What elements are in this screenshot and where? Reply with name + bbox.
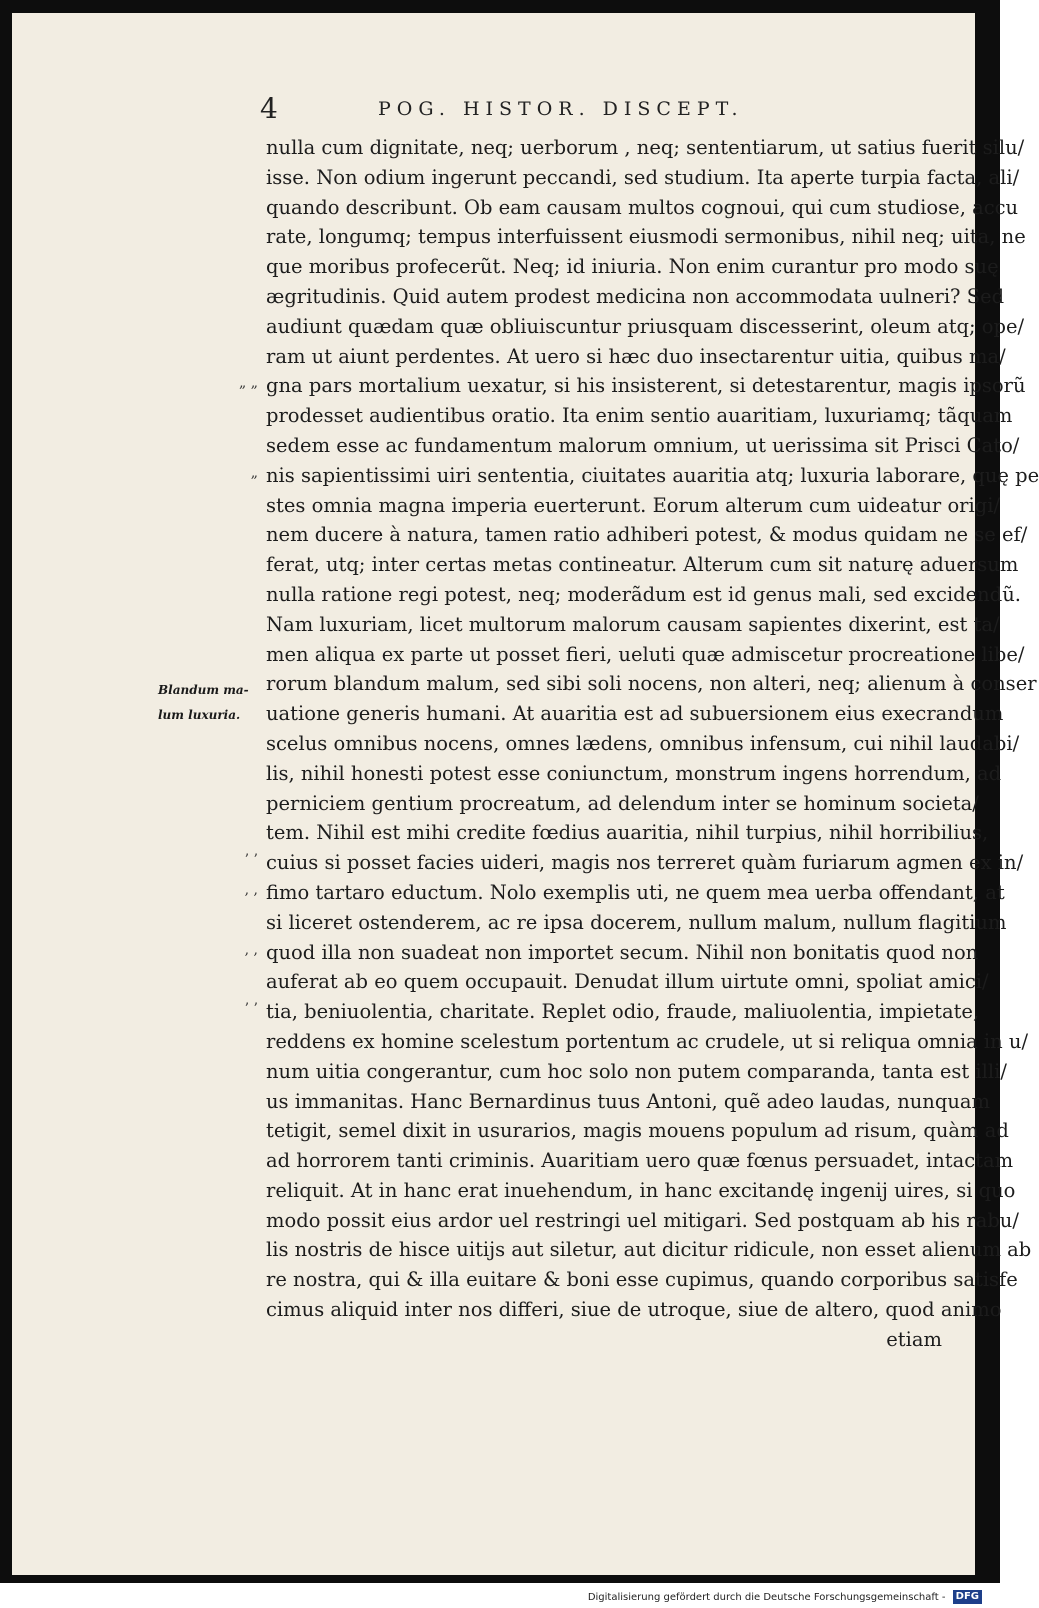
page-header xyxy=(260,90,880,124)
text-line: tia, beniuolentia, charitate. Replet odio, fraude, maliuolentia, impietate, xyxy=(266,1000,980,1024)
text-line: perniciem gentium procreatum, ad delendum inter se hominum societa/ xyxy=(266,791,979,815)
text-line: lis, nihil honesti potest esse coniunctum, monstrum ingens horrendum, ad xyxy=(266,761,1002,785)
text-line: modo possit eius ardor uel restringi uel mitigari. Sed postquam ab his rabu/ xyxy=(266,1208,1019,1232)
text-line: isse. Non odium ingerunt peccandi, sed studium. Ita aperte turpia facta, ali/ xyxy=(266,165,1020,189)
text-line: reliquit. At in hanc erat inuehendum, in hanc excitandę ingenij uires, si quo xyxy=(266,1178,1016,1202)
marginal-note xyxy=(158,678,260,728)
text-line: fimo tartaro eductum. Nolo exemplis uti, ne quem mea uerba offendant, at xyxy=(266,880,1005,904)
marginal-note-line: lum luxuria. xyxy=(158,708,241,722)
text-line: reddens ex homine scelestum portentum ac crudele, ut si reliqua omnia in u/ xyxy=(266,1029,1029,1053)
text-line: stes omnia magna imperia euerterunt. Eorum alterum cum uideatur origi/ xyxy=(266,493,1001,517)
text-line: ad horrorem tanti criminis. Auaritiam uero quæ fœnus persuadet, intactam xyxy=(266,1149,1014,1173)
quote-mark: , , xyxy=(244,882,258,898)
digitization-credit xyxy=(588,1590,982,1604)
text-line: cimus aliquid inter nos differi, siue de utroque, siue de altero, quod animo xyxy=(266,1298,1002,1322)
text-line: rate, longumq; tempus interfuissent eiusmodi sermonibus, nihil neq; uita, ne xyxy=(266,225,1026,249)
text-line: men aliqua ex parte ut posset fieri, ueluti quæ admiscetur procreatione libe/ xyxy=(266,642,1025,666)
text-line: nulla ratione regi potest, neq; moderãdum est id genus mali, sed excidendũ. xyxy=(266,582,1021,606)
marginal-note-line: Blandum ma- xyxy=(158,683,249,697)
text-line: uatione generis humani. At auaritia est ad subuersionem eius execrandum xyxy=(266,702,1004,726)
catchword: etiam xyxy=(886,1327,942,1351)
quote-mark: „ xyxy=(250,464,258,481)
text-line: ferat, utq; inter certas metas contineatur. Alterum cum sit naturę aduersum xyxy=(266,553,1019,577)
text-line: nem ducere à natura, tamen ratio adhiberi potest, & modus quidam ne se ef/ xyxy=(266,523,1028,547)
quote-mark: ’ ’ xyxy=(244,852,258,869)
text-line: ram ut aiunt perdentes. At uero si hæc duo insectarentur uitia, quibus ma/ xyxy=(266,344,1006,368)
text-line: audiunt quædam quæ obliuiscuntur priusquam discesserint, oleum atq; ope/ xyxy=(266,314,1025,338)
text-line: us immanitas. Hanc Bernardinus tuus Antoni, quẽ adeo laudas, nunquam xyxy=(266,1089,991,1113)
text-line: sedem esse ac fundamentum malorum omnium, ut uerissima sit Prisci Cato/ xyxy=(266,433,1020,457)
dfg-logo: DFG xyxy=(953,1590,982,1604)
quote-mark: ’ ’ xyxy=(244,1001,258,1018)
text-line: re nostra, qui & illa euitare & boni esse cupimus, quando corporibus satisfe xyxy=(266,1268,1018,1292)
quote-mark: „ „ xyxy=(239,375,258,392)
text-line: rorum blandum malum, sed sibi soli nocens, non alteri, neq; alienum à conser xyxy=(266,672,1037,696)
text-line: si liceret ostenderem, ac re ipsa docerem, nullum malum, nullum flagitium xyxy=(266,910,1007,934)
text-line: ægritudinis. Quid autem prodest medicina non accommodata uulneri? Sed xyxy=(266,284,1005,308)
text-line: quando describunt. Ob eam causam multos cognoui, qui cum studiose, accu xyxy=(266,195,1019,219)
text-line: cuius si posset facies uideri, magis nos terreret quàm furiarum agmen ex in/ xyxy=(266,851,1024,875)
text-line: lis nostris de hisce uitijs aut siletur, aut dicitur ridicule, non esset alienum ab xyxy=(266,1238,1032,1262)
text-line: gna pars mortalium uexatur, si his insisterent, si detestarentur, magis ipsorũ xyxy=(266,374,1026,398)
text-line: Nam luxuriam, licet multorum malorum causam sapientes dixerint, est ta/ xyxy=(266,612,1000,636)
text-line: scelus omnibus nocens, omnes lædens, omnibus infensum, cui nihil laudabi/ xyxy=(266,731,1020,755)
running-head: POG. HISTOR. DISCEPT. xyxy=(378,98,744,120)
text-line: que moribus profecerũt. Neq; id iniuria. Non enim curantur pro modo suę xyxy=(266,255,999,279)
text-line: quod illa non suadeat non importet secum. Nihil non bonitatis quod non xyxy=(266,940,979,964)
quote-mark: , , xyxy=(244,941,258,958)
text-line: nulla cum dignitate, neq; uerborum , neq; sententiarum, ut satius fuerit silu/ xyxy=(266,136,1025,159)
text-line: tetigit, semel dixit in usurarios, magis mouens populum ad risum, quàm ad xyxy=(266,1119,1009,1143)
text-line: auferat ab eo quem occupauit. Denudat illum uirtute omni, spoliat amici/ xyxy=(266,970,989,994)
page-number: 4 xyxy=(260,92,278,125)
text-line: tem. Nihil est mihi credite fœdius auaritia, nihil turpius, nihil horribilius, xyxy=(266,821,989,845)
text-line: num uitia congerantur, cum hoc solo non putem comparanda, tanta est illi/ xyxy=(266,1059,1007,1083)
text-line: nis sapientissimi uiri sententia, ciuitates auaritia atq; luxuria laborare, quę pe xyxy=(266,463,1039,487)
body-text xyxy=(266,133,1039,1355)
credit-text: Digitalisierung gefördert durch die Deutsche Forschungsgemeinschaft - xyxy=(587,1592,946,1603)
text-line: prodesset audientibus oratio. Ita enim sentio auaritiam, luxuriamq; tãquam xyxy=(266,404,1013,428)
